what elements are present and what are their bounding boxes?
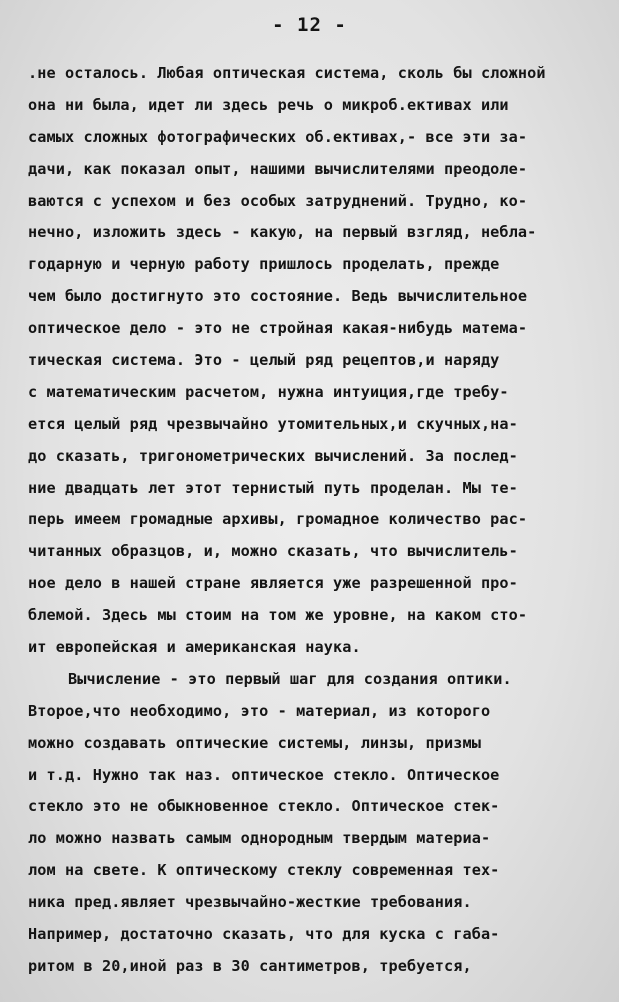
text-line: можно создавать оптические системы, линзы, призмы <box>28 733 481 752</box>
paragraph-first-line: Вычисление - это первый шаг для создания оптики. <box>68 669 512 688</box>
text-line: ло можно назвать самым однородным твердым материа- <box>28 829 491 848</box>
text-line: с математическим расчетом, нужна интуиция,где требу- <box>28 382 509 401</box>
text-line: нечно, изложить здесь - какую, на первый взгляд, небла- <box>28 223 537 242</box>
text-line: ние двадцать лет этот тернистый путь проделан. Мы те- <box>28 478 518 497</box>
text-line: блемой. Здесь мы стоим на том же уровне, на каком сто- <box>28 606 528 625</box>
text-line: Второе,что необходимо, это - материал, из которого <box>28 701 491 720</box>
text-line: перь имеем громадные архивы, громадное количество рас- <box>28 510 528 529</box>
body-text <box>28 58 594 983</box>
text-line: ваются с успехом и без особых затруднений. Трудно, ко- <box>28 191 528 210</box>
text-line: ника пред.являет чрезвычайно-жесткие требования. <box>28 893 472 912</box>
text-line: годарную и черную работу пришлось проделать, прежде <box>28 255 500 274</box>
text-line: дачи, как показал опыт, нашими вычислителями преодоле- <box>28 159 528 178</box>
text-line: до сказать, тригонометрических вычислений. За послед- <box>28 446 518 465</box>
text-line: оптическое дело - это не стройная какая-нибудь матема- <box>28 319 528 338</box>
text-line: тическая система. Это - целый ряд рецептов,и наряду <box>28 351 500 370</box>
text-line: ритом в 20,иной раз в 30 сантиметров, требуется, <box>28 956 472 975</box>
text-line: ит европейская и американская наука. <box>28 638 361 657</box>
text-line: стекло это не обыкновенное стекло. Оптическое стек- <box>28 797 500 816</box>
text-line: читанных образцов, и, можно сказать, что вычислитель- <box>28 542 518 561</box>
text-line: лом на свете. К оптическому стеклу современная тех- <box>28 861 500 880</box>
page-number: - 12 - <box>272 14 347 36</box>
text-line: чем было достигнуто это состояние. Ведь вычислительное <box>28 287 528 306</box>
text-line: она ни была, идет ли здесь речь о микроб.ективах или <box>28 95 509 114</box>
text-line: ное дело в нашей стране является уже разрешенной про- <box>28 574 518 593</box>
text-line: и т.д. Нужно так наз. оптическое стекло. Оптическое <box>28 765 500 784</box>
text-line: самых сложных фотографических об.ективах,- все эти за- <box>28 127 528 146</box>
text-line: ется целый ряд чрезвычайно утомительных,и скучных,на- <box>28 414 518 433</box>
text-line: Например, достаточно сказать, что для куска с габа- <box>28 925 500 944</box>
text-line: .не осталось. Любая оптическая система, сколь бы сложной <box>28 64 546 82</box>
